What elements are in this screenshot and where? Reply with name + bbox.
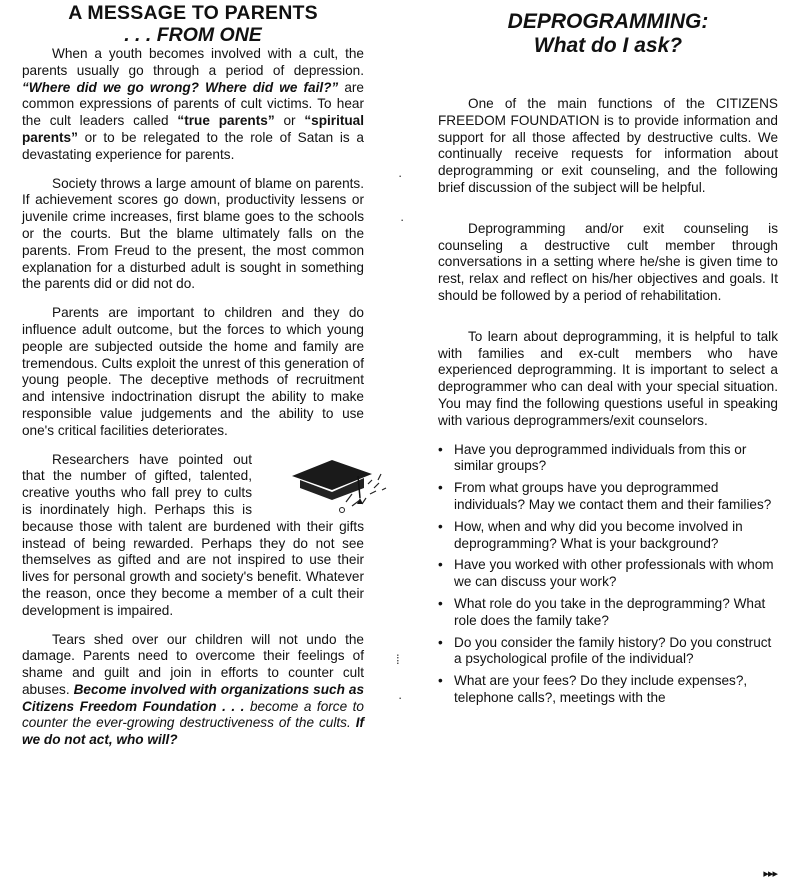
scan-speck: · — [400, 212, 405, 227]
continued-arrows-icon: ▸▸▸ — [763, 868, 777, 880]
right-title-line-1: DEPROGRAMMING: — [507, 10, 709, 33]
graduation-cap-illustration — [256, 454, 364, 516]
left-subtitle: . . . FROM ONE — [124, 24, 262, 46]
scan-speck: ⁞ — [396, 652, 400, 667]
question-item: • What role do you take in the deprogramming? What role does the family take? — [438, 595, 766, 628]
left-paragraph-1: When a youth becomes involved with a cult, the parents usually go through a period of depression. “Where did we go wrong? Where did we fail?” are common expressions of parents of cult victims. To hear the cult leaders called “true parents” or “spiritual parents” or to be relegated to the role of Satan is a devastating experience for parents. — [22, 46, 365, 162]
bullet-icon: • — [438, 673, 443, 689]
left-title: A MESSAGE TO PARENTS — [68, 2, 318, 24]
left-paragraph-3: Parents are important to children and they do influence adult outcome, but the forces to which young people are subjected outside the home and family are tremendous. Cults exploit the unrest of this generation of young people. The deceptive methods of recruitment and intensive indoctrination disrupt the ability to make responsible value judgements and the ability to use one's critical facilities deteriorates. — [22, 305, 364, 438]
question-item: • What are your fees? Do they include expenses?, telephone calls?, meetings with the — [438, 673, 748, 705]
right-paragraph-3: To learn about deprogramming, it is helpful to talk with families and ex-cult members who have experienced deprogramming. It is important to select a deprogrammer who can deal with your special situation. You may find the following questions useful in speaking with various deprogrammers/exit counselors. — [438, 328, 778, 428]
bullet-icon: • — [438, 518, 443, 534]
right-paragraph-1: One of the main functions of the CITIZENS FREEDOM FOUNDATION is to provide information and support for all those affected by destructive cults. We continually receive requests for information about deprogramming or exit counseling, and the following brief discussion of the subject will be helpful. — [438, 96, 778, 195]
scan-speck: · — [398, 690, 403, 705]
right-paragraph-2: Deprogramming and/or exit counseling is counseling a destructive cult member through conversations in a setting where he/she is given time to rest, relax and reflect on his/her objectives and goals. It should be followed by a period of rehabilitation. — [438, 220, 778, 303]
scan-speck: · — [398, 168, 403, 183]
question-item: • Have you worked with other professionals with whom we can discuss your work? — [438, 557, 774, 590]
bullet-icon: • — [438, 595, 443, 611]
question-item: • Have you deprogrammed individuals from this or similar groups? — [438, 441, 747, 474]
question-item: • How, when and why did you become involved in deprogramming? What is your background? — [438, 518, 743, 551]
right-column — [438, 0, 778, 712]
bullet-icon: • — [438, 557, 443, 573]
left-paragraph-4: Researchers have pointed out that the number of gifted, talented, creative youths who fall prey to cults is inordinately high. Perhaps this is because those with talent are burdened with their gifts instead of being rewarded. Perhaps they do not see themselves as gifted and are not inspired to use their lives for personal growth and society's benefit. Whatever the reason, once they become a member of a cult their development is impaired. — [22, 452, 364, 620]
left-paragraph-2: Society throws a large amount of blame on parents. If achievement scores go down, productivity lessens or juvenile crime increases, first blame goes to the schools or the courts. But the blame ultimately falls on the parents. From Freud to the present, the most common explanation for a disturbed adult is sought in something the parents did or did not do. — [22, 175, 364, 292]
question-item: • Do you consider the family history? Do you construct a psychological profile of the individual? — [438, 634, 772, 667]
bullet-icon: • — [438, 634, 443, 650]
right-title-line-2: What do I ask? — [533, 34, 683, 57]
bullet-icon: • — [438, 480, 443, 496]
question-item: • From what groups have you deprogrammed individuals? May we contact them and their families? — [438, 480, 772, 512]
question-list — [438, 442, 778, 707]
left-paragraph-5: Tears shed over our children will not undo the damage. Parents need to overcome their feelings of shame and guilt and join in efforts to counter cult abuses. Become involved with organizations such as Citizens Freedom Foundation . . . become a force to counter the ever-growing destructiveness of the cults. If we do not act, who will? — [22, 631, 365, 748]
bullet-icon: • — [438, 441, 443, 457]
left-column — [22, 0, 364, 749]
